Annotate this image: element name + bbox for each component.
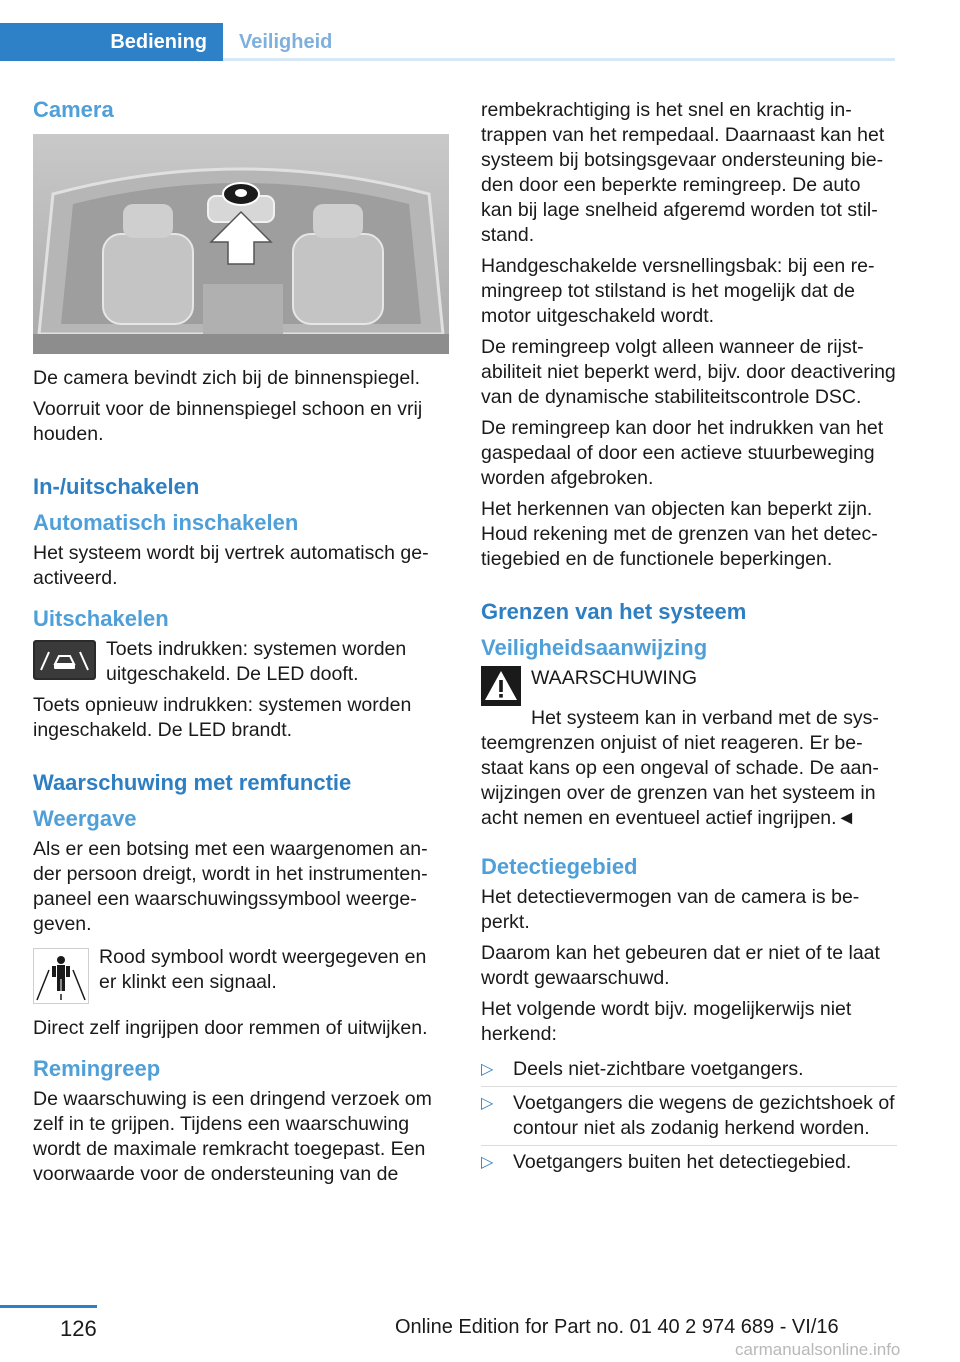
detectiegebied-heading: Detectiegebied [481, 854, 638, 879]
triangle-bullet-icon: ▷ [481, 1061, 494, 1078]
uitschakelen-text-2: Toets opnieuw indrukken: systemen worden ingeschakeld. De LED brandt. [33, 694, 412, 741]
direct-ingrijpen-text: Direct zelf ingrijpen door remmen of uitwijken. [33, 1017, 428, 1039]
detectie-text-1: Het detectievermogen van de camera is beperkt. [481, 886, 860, 933]
right-text-3: De remingreep volgt alleen wanneer de rijstabiliteit niet beperkt werd, bijv. door deactivering van de dynamische stabiliteitscontrole DSC. [481, 336, 896, 408]
triangle-bullet-icon: ▷ [481, 1095, 494, 1112]
detectie-text-2: Daarom kan het gebeuren dat er niet of te laat wordt gewaarschuwd. [481, 942, 880, 989]
in-uitschakelen-heading: In-/uitschakelen [33, 474, 200, 499]
grenzen-heading: Grenzen van het systeem [481, 599, 747, 624]
waarschuwing-remfunctie-heading: Waarschuwing met remfunctie [33, 770, 352, 795]
right-text-4: De remingreep kan door het indrukken van het gaspedaal of door een actieve stuurbeweging worden afgebroken. [481, 417, 884, 489]
uitschakelen-icon-text: Toets indrukken: systemen worden uitgeschakeld. De LED dooft. [106, 638, 407, 685]
weergave-text: Als er een botsing met een waargenomen ander persoon dreigt, wordt in het instrumentenpaneel een waarschuwingssymbool weergegeven. [33, 838, 428, 935]
warning-text: Het systeem kan in verband met de systeemgrenzen onjuist of niet reageren. Er bestaat kans op een ongeval of schade. De aanwijzingen over de grenzen van het systeem in acht nemen en eventueel actief ingrijpen.◄ [481, 707, 879, 829]
remingreep-text: De waarschuwing is een dringend verzoek om zelf in te grijpen. Tijdens een waarschuwing wordt de maximale remkracht toegepast. Een voorwaarde voor de ondersteuning van de [33, 1088, 432, 1185]
left-column [33, 96, 449, 1193]
collision-warning-button-icon [33, 640, 96, 680]
automatisch-inschakelen-heading: Automatisch inschakelen [33, 510, 299, 535]
right-text-2: Handgeschakelde versnellingsbak: bij een remingreep tot stilstand is het mogelijk dat de motor uitgeschakeld wordt. [481, 255, 875, 327]
detectie-text-3: Het volgende wordt bijv. mogelijkerwijs niet herkend: [481, 998, 852, 1045]
list-item: ▷ Voetgangers die wegens de gezichtshoek of contour niet als zodanig herkend worden. [481, 1086, 897, 1145]
warning-triangle-icon [481, 666, 521, 706]
list-item: ▷ Deels niet-zichtbare voetgangers. [481, 1058, 804, 1080]
right-column [481, 98, 897, 1179]
uitschakelen-heading: Uitschakelen [33, 606, 169, 631]
list-item: ▷ Voetgangers buiten het detectiegebied. [481, 1145, 897, 1179]
tab-veiligheid[interactable]: Veiligheid [223, 23, 895, 61]
right-text-1: rembekrachtiging is het snel en krachtig intrappen van het rempedaal. Daarnaast kan het systeem bij botsingsgevaar ondersteuning bieden door een beperkte remingreep. De auto kan bij lage snelheid afgeremd worden tot stilstand. [481, 99, 885, 246]
automatisch-text: Het systeem wordt bij vertrek automatisch geactiveerd. [33, 542, 429, 589]
camera-text-2: Voorruit voor de binnenspiegel schoon en vrij houden. [33, 398, 423, 445]
rood-symbool-text: Rood symbool wordt weergegeven en er klinkt een signaal. [99, 946, 427, 993]
warning-label: WAARSCHUWING [531, 667, 698, 689]
pedestrian-warning-icon [33, 948, 89, 1004]
not-detected-list [481, 1053, 897, 1179]
rood-symbool-row [33, 945, 449, 1004]
footer-accent-line [0, 1305, 97, 1308]
camera-text-1: De camera bevindt zich bij de binnenspiegel. [33, 367, 420, 389]
right-text-5: Het herkennen van objecten kan beperkt zijn. Houd rekening met de grenzen van het detectiegebied en de functionele beperkingen. [481, 498, 878, 570]
remingreep-heading: Remingreep [33, 1056, 161, 1081]
header-tabs [0, 23, 895, 61]
page-number: 126 [60, 1316, 97, 1341]
camera-location-photo [33, 134, 449, 354]
tab-bediening[interactable]: Bediening [0, 23, 223, 61]
weergave-heading: Weergave [33, 806, 137, 831]
veiligheidsaanwijzing-heading: Veiligheidsaanwijzing [481, 635, 708, 660]
watermark: carmanualsonline.info [735, 1340, 901, 1359]
warning-block [481, 666, 897, 706]
edition-info: Online Edition for Part no. 01 40 2 974 689 - VI/16 [395, 1316, 839, 1338]
uitschakelen-row [33, 637, 449, 687]
camera-heading: Camera [33, 97, 114, 122]
triangle-bullet-icon: ▷ [481, 1154, 494, 1171]
